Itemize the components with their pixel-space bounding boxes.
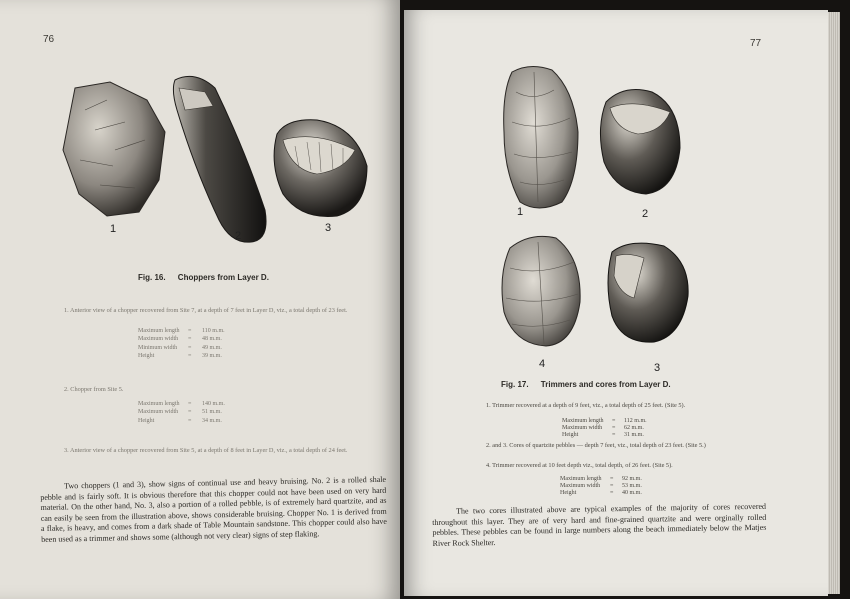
page-number: 76 bbox=[43, 34, 55, 45]
list-item: 2. Chopper from Site 5. bbox=[64, 386, 124, 393]
trimmer-1 bbox=[504, 66, 578, 208]
core-3 bbox=[608, 243, 688, 342]
chopper-2 bbox=[173, 76, 266, 242]
measurement-table: Maximum length = 140 m.m. Maximum width = 51 m.m. Height = 34 m.m. bbox=[138, 401, 225, 424]
chopper-1 bbox=[63, 82, 165, 216]
body-paragraph: Two choppers (1 and 3), show signs of continual use and heavy bruising. No. 2 is a rolled shale pebble and is fairly soft. It is obvious therefore that this chopper could not have been used on very hard material. On the other hand, No. 3, also a portion of a rolled pebble, is of extremely hard quartzite, and as can easily be seen from the illustration above, shows considerable bruising. Chopper No. 1 is derived from a flake, is heavy, and comes from a dark shade of Table Mountain sandstone. This chopper could also have been used as a trimmer and shows some (although not very clear) signs of step flaking. bbox=[40, 474, 388, 544]
figure-label: 2 bbox=[235, 230, 242, 242]
figure-label: 3 bbox=[654, 362, 661, 374]
figure-label: 1 bbox=[517, 206, 524, 218]
list-item: 4. Trimmer recovered at 10 feet depth viz., total depth, of 26 feet. (Site 5). bbox=[486, 462, 673, 469]
measurement-table: Maximum length = 112 m.m. Maximum width = 62 m.m. Height = 31 m.m. bbox=[562, 418, 647, 439]
chopper-3 bbox=[274, 120, 367, 217]
measurement-table: Maximum length = 92 m.m. Maximum width = 53 m.m. Height = 40 m.m. bbox=[560, 476, 642, 497]
figure-caption bbox=[138, 273, 269, 282]
list-item: 1. Trimmer recovered at a depth of 9 feet, viz., a total depth of 25 feet. (Site 5). bbox=[486, 402, 686, 409]
figure-17-illustration bbox=[494, 62, 694, 362]
figure-label: 4 bbox=[539, 358, 546, 370]
left-page bbox=[0, 0, 400, 599]
list-item: 2. and 3. Cores of quartzite pebbles — depth 7 feet, viz., total depth of 23 feet. (Site 5.) bbox=[486, 442, 706, 449]
figure-title: Choppers from Layer D. bbox=[177, 273, 269, 282]
right-page bbox=[404, 10, 828, 596]
figure-label: 1 bbox=[110, 223, 117, 235]
trimmer-4 bbox=[502, 236, 580, 346]
measurement-table: Maximum length = 110 m.m. Maximum width = 48 m.m. Minimum width = 49 m.m. Height = 39 m.m. bbox=[138, 328, 225, 359]
core-2 bbox=[600, 90, 680, 194]
list-item: 1. Anterior view of a chopper recovered from Site 7, at a depth of 7 feet in Layer D, viz., a total depth of 23 feet. bbox=[64, 307, 348, 314]
page-edges bbox=[828, 12, 840, 594]
figure-number: Fig. 17. bbox=[501, 380, 529, 389]
figure-title: Trimmers and cores from Layer D. bbox=[540, 380, 671, 389]
list-item: 3. Anterior view of a chopper recovered from Site 5, at a depth of 8 feet in Layer D, viz., a total depth of 24 feet. bbox=[64, 447, 348, 454]
page-number: 77 bbox=[750, 38, 762, 49]
figure-label: 3 bbox=[325, 222, 332, 234]
body-paragraph: The two cores illustrated above are typical examples of the majority of cores recovered throughout this layer. They are of very hard and fine-grained quartzite and were orginally rolled pebbles. These pebbles can be found in large numbers along the beach immediately below the Matjes River Rock Shelter. bbox=[432, 501, 767, 548]
figure-16-illustration bbox=[55, 70, 385, 250]
figure-label: 2 bbox=[642, 208, 649, 220]
figure-number: Fig. 16. bbox=[138, 273, 166, 282]
figure-caption bbox=[501, 380, 671, 389]
